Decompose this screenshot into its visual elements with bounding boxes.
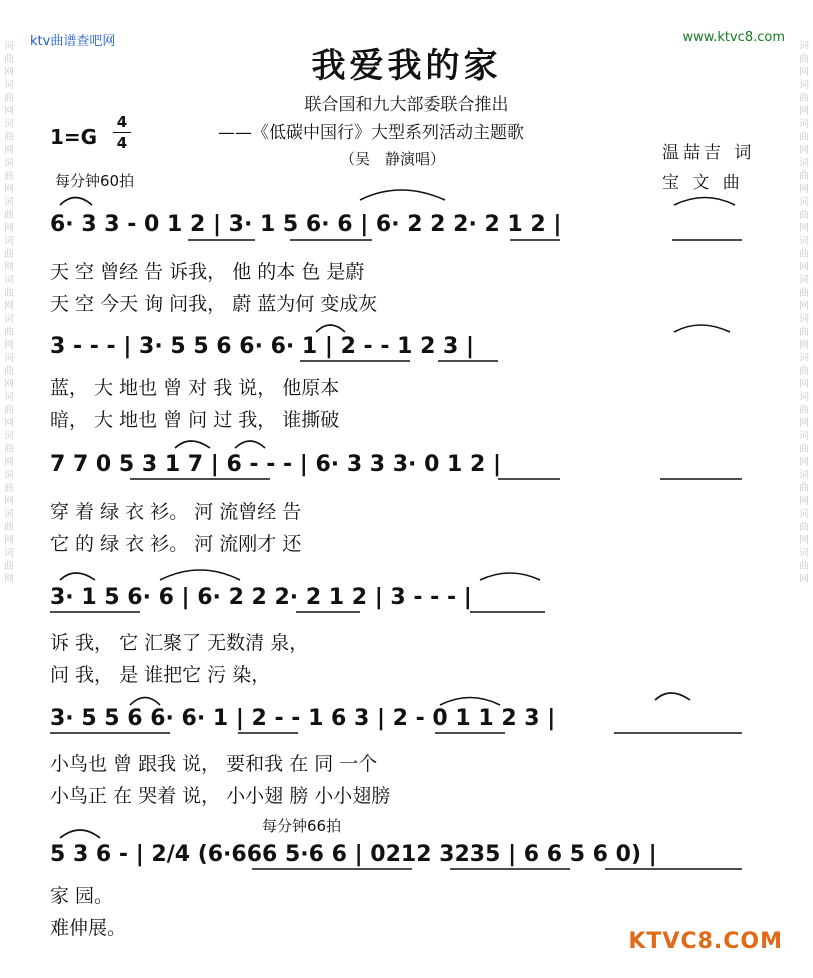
site-url-right[interactable]: www.ktvc8.com [682, 30, 785, 45]
score-row-1-notes: 6· 3 3 - 0 1 2 | 3· 1 5 6· 6 | 6· 2 2 2· 2 1 2 | [50, 212, 562, 237]
slur-mark [60, 830, 100, 838]
score-row-2-lyric-verse1: 蓝， 大 地也 曾 对 我 说， 他原本 [50, 377, 340, 399]
score-row-6-lyric-verse1: 家 园。 [50, 885, 114, 907]
slur-mark [160, 570, 240, 580]
score-row-6-notes: 5 3 6 - | 2/4 (6·666 5·6 6 | 0212 3235 | 6 6 5 6 0) | [50, 842, 657, 867]
subtitle-singer: （吴 静演唱） [340, 150, 446, 168]
tempo-marking: 每分钟60拍 [55, 172, 135, 190]
slur-mark [655, 693, 690, 700]
score-row-3-lyric-verse1: 穿 着 绿 衣 衫。 河 流曾经 告 [50, 501, 302, 523]
score-row-5-notes: 3· 5 5 6 6· 6· 1 | 2 - - 1 6 3 | 2 - 0 1 1 2 3 | [50, 706, 556, 731]
score-row-1-lyric-verse1: 天 空 曾经 告 诉我， 他 的本 色 是蔚 [50, 261, 365, 283]
slur-mark [130, 698, 160, 706]
score-row-4-notes: 3· 1 5 6· 6 | 6· 2 2 2· 2 1 2 | 3 - - - | [50, 585, 472, 610]
slur-mark [674, 325, 730, 332]
score-row-2-notes: 3 - - - | 3· 5 5 6 6· 6· 1 | 2 - - 1 2 3 | [50, 334, 475, 359]
slur-mark [235, 441, 265, 448]
slur-mark [60, 573, 95, 580]
composer-credit: 宝 文 曲 [662, 173, 744, 193]
slur-mark [175, 441, 210, 448]
tempo-change-marking: 每分钟66拍 [262, 817, 342, 835]
watermark-right: 词曲网词曲网词曲网词曲网词曲网词曲网词曲网词曲网词曲网词曲网词曲网词曲网词曲网词曲网 [799, 41, 809, 585]
slur-mark [60, 198, 92, 206]
slur-mark [360, 190, 445, 200]
key-signature: 1=G [50, 125, 98, 149]
score-row-1-lyric-verse2: 天 空 今天 询 问我， 蔚 蓝为何 变成灰 [50, 293, 378, 315]
score-row-3-notes: 7 7 0 5 3 1 7 | 6 - - - | 6· 3 3 3· 0 1 2 | [50, 452, 502, 477]
watermark-left: 词曲网词曲网词曲网词曲网词曲网词曲网词曲网词曲网词曲网词曲网词曲网词曲网词曲网词曲网 [4, 41, 14, 585]
score-row-4-lyric-verse2: 问 我， 是 谁把它 污 染， [50, 664, 271, 686]
ktvc8-logo[interactable]: KTVC8.COM [628, 929, 783, 954]
time-sig-bottom: 4 [113, 132, 131, 153]
time-sig-top: 4 [116, 113, 128, 131]
slur-mark [480, 573, 540, 580]
score-row-5-lyric-verse1: 小鸟也 曾 跟我 说， 要和我 在 同 一个 [50, 753, 378, 775]
slur-mark [316, 325, 345, 332]
lyricist-credit: 温喆吉 词 [662, 143, 756, 163]
score-row-2-lyric-verse2: 暗， 大 地也 曾 问 过 我， 谁撕破 [50, 409, 340, 431]
slur-mark [674, 198, 735, 206]
song-title: 我爱我的家 [311, 46, 502, 86]
score-row-4-lyric-verse1: 诉 我， 它 汇聚了 无数清 泉， [50, 632, 309, 654]
site-name-left[interactable]: ktv曲谱查吧网 [30, 34, 116, 49]
subtitle-campaign: ——《低碳中国行》大型系列活动主题歌 [218, 123, 524, 143]
slur-mark [440, 698, 500, 706]
score-row-3-lyric-verse2: 它 的 绿 衣 衫。 河 流刚才 还 [50, 533, 302, 555]
score-row-6-lyric-verse2: 难伸展。 [50, 917, 127, 939]
subtitle-presenter: 联合国和九大部委联合推出 [304, 95, 509, 115]
score-row-5-lyric-verse2: 小鸟正 在 哭着 说， 小小翅 膀 小小翅膀 [50, 785, 391, 807]
